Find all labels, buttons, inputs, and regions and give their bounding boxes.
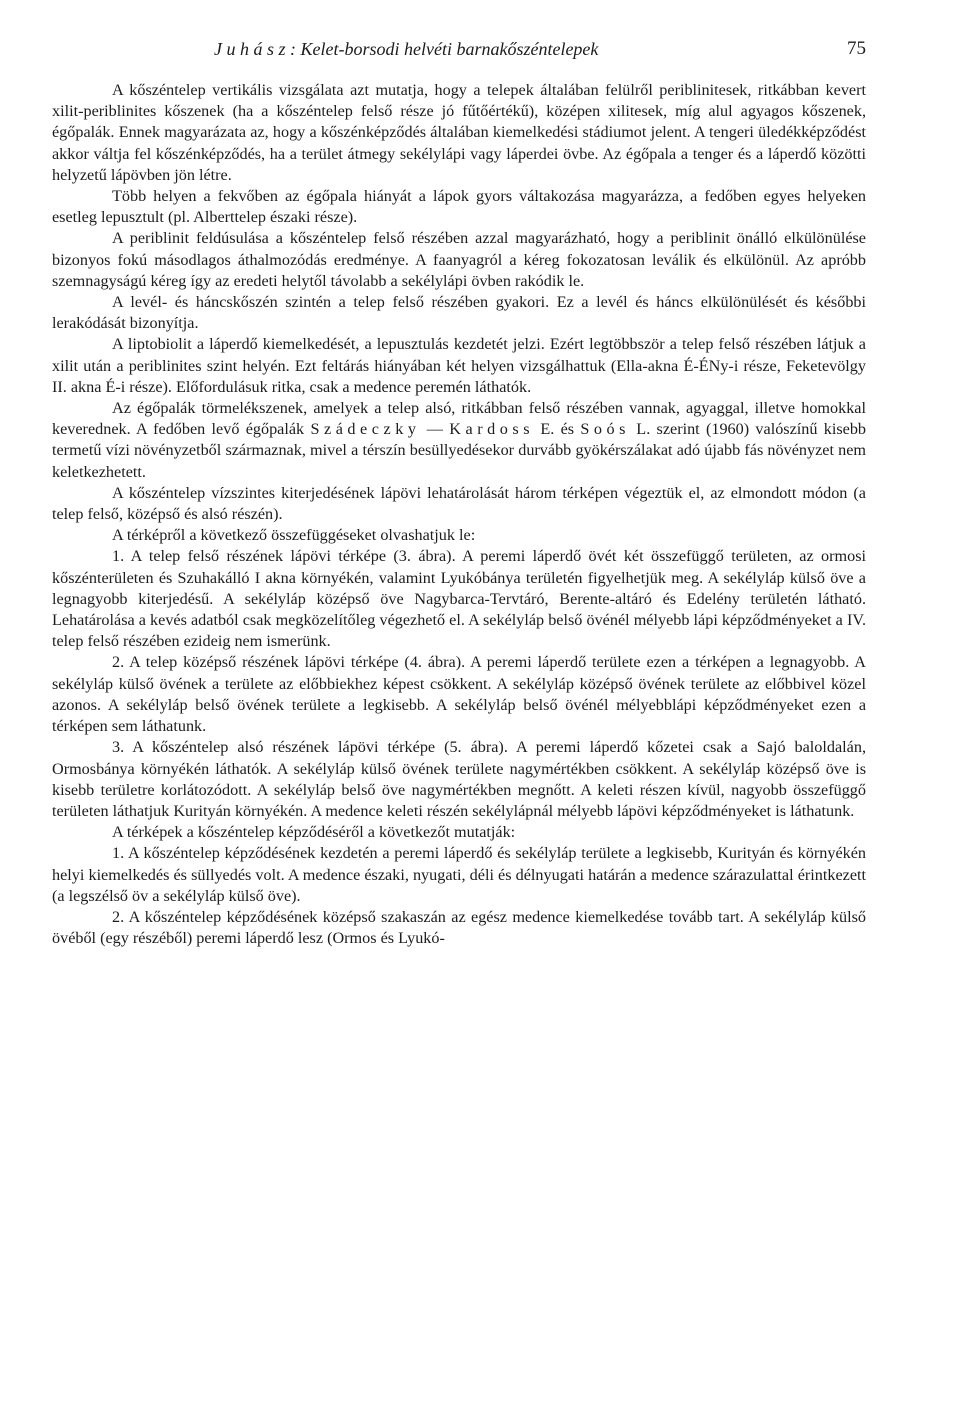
page-number: 75 (847, 38, 866, 59)
paragraph-map-1: 1. A telep felső részének lápövi térképe (3. ábra). A peremi láperdő övét két összefüggő területen, az ormosi kőszénterületen és Szuhakálló I akna környékén, valamint Lyukóbánya területén figyelhetjük meg. A sekélyláp külső öve a legnagyobb kiterjedésű. A sekélyláp középső öve Nagybarca-Tervtáró, Berente-altáró és Edelény területén látható. Lehatárolása a kevés adatból csak megközelítőleg végezhető el. A sekélyláp belső övénél mélyebb lápi képződményeket a IV. telep felső részében ezideig nem ismerünk. (52, 547, 866, 651)
paragraph-horizontal-extent: A kőszéntelep vízszintes kiterjedésének lápövi lehatárolását három térképen végeztük el, az elmondott módon (a telep felső, középső és alsó részén). (52, 483, 866, 524)
running-head (52, 38, 866, 60)
paragraph-oil-shales: Az égőpalák törmelékszenek, amelyek a telep alsó, ritkábban felső részében vannak, agyaggal, illetve homokkal keverednek. A fedőben levő égőpalák Szádeczky — Kardoss E. és Soós L. szerint (1960) valószínű kisebb termetű vízi növényzetből származnak, mivel a térszín besüllyedésekor durvább gyökérszálakat adó újabb fás növényzet nem keletkezhetett. (52, 399, 867, 481)
paragraph-conclusion-2: 2. A kőszéntelep képződésének középső szakaszán az egész medence kiemelkedése tovább tart. A sekélyláp külső övéből (egy részéből) peremi láperdő lesz (Ormos és Lyukó- (52, 907, 866, 948)
book-page (52, 38, 866, 949)
paragraph-periblinite: A periblinit feldúsulása a kőszéntelep felső részében azzal magyarázható, hogy a periblinit önálló elkülönülése bizonyos fokú másodlagos áthalmozódás eredménye. A faanyagról a kéreg fokozatosan leválik és elkülönül. Az apróbb szemnagyságú kéreg így az eredeti helytől távolabb a sekélylápi övben rakódik le. (52, 229, 866, 290)
paragraph-map-3: 3. A kőszéntelep alsó részének lápövi térképe (5. ábra). A peremi láperdő kőzetei csak a Sajó baloldalán, Ormosbánya környékén láthatók. A sekélyláp külső övének területe nagymértékben csökkent. A sekélyláp középső öve is kisebb területre korlátozódott. A sekélyláp belső öve nagymértékben megnőtt. A keleti részen kívül, nagyobb összefüggő területen láthatjuk Kurityán környékén. A medence keleti részén sekélylápnál mélyebb lápövi képződményeket is láthatunk. (52, 738, 866, 820)
paragraph-missing-oil-shale: Több helyen a fekvőben az égőpala hiányát a lápok gyors váltakozása magyarázza, a fedőben egyes helyeken esetleg lepusztult (pl. Alberttelep északi része). (52, 187, 866, 227)
paragraph-map-2: 2. A telep középső részének lápövi térképe (4. ábra). A peremi láperdő területe ezen a térképen a legnagyobb. A sekélyláp külső övének a területe az előbbiekhez képest csökkent. A sekélyláp középső övének területe az előbbivel közel azonos. A sekélyláp belső övének területe a legkisebb. A sekélyláp belső övénél mélyebblápi képződményeket ezen a térképen sem láthatunk. (52, 653, 866, 736)
paragraph-leaf-bast-coal: A levél- és háncskőszén szintén a telep felső részében gyakori. Ez a levél és háncs elkülönülését és későbbi lerakódását bizonyítja. (52, 293, 866, 333)
paragraph-map-intro: A térképről a következő összefüggéseket olvashatjuk le: (112, 526, 476, 545)
body-text (52, 80, 866, 949)
paragraph-conclusion-1: 1. A kőszéntelep képződésének kezdetén a peremi láperdő és sekélyláp területe a legkisebb, Kurityán és környékén helyi kiemelkedés és süllyedés volt. A medence északi, nyugati, déli és délnyugati határán a medence szárazulattal érintkezett (a legszélső öv a sekélyláp külső öve). (52, 844, 866, 905)
paragraph-liptobiolite: A liptobiolit a láperdő kiemelkedését, a lepusztulás kezdetét jelzi. Ezért legtöbbször a telep felső részében látjuk a xilit után a periblinites szint helyén. Ezt feltárás hiányában két helyen vizsgálhattuk (Ella-akna É-ÉNy-i része, Feketevölgy II. akna É-i része). Előfordulásuk ritka, csak a medence peremén láthatók. (52, 335, 866, 396)
paragraph-conclusions-intro: A térképek a kőszéntelep képződéséről a következőt mutatják: (112, 823, 516, 842)
paragraph-vertical-study: A kőszéntelep vertikális vizsgálata azt mutatja, hogy a telepek általában felülről periblinitesek, ritkábban kevert xilit-periblinites kőszenek (ha a kőszéntelep felső része jó fűtőértékű), középen xilitesek, míg alul agyagos kőszenek, égőpalák. Ennek magyarázata az, hogy a kőszénképződés általában kiemelkedési stádiumot jelent. A tengeri üledékképződést akkor váltja fel kőszénképződés, ha a terület átmegy sekélylápi vagy láperdei övbe. Az égőpala a tenger és a láperdő közötti helyzetű lápövben jön létre. (52, 81, 866, 184)
running-title: J u h á s z : Kelet-borsodi helvéti barnakőszéntelepek (214, 39, 599, 59)
